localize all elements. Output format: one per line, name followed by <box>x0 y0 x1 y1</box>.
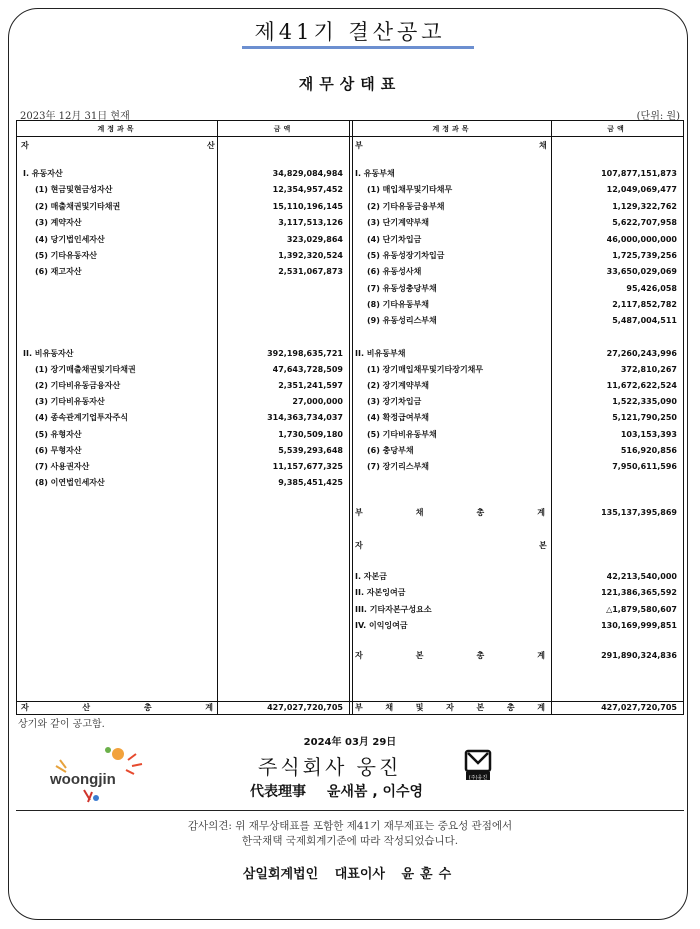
assets-section-right: 산 <box>207 141 215 150</box>
equity-item-label: III. 기타자본구성요소 <box>355 605 432 614</box>
liab-equity-total-label: 부 채 및 자 본 총 계 <box>355 703 545 712</box>
liability-item-label: (8) 기타유동부채 <box>367 300 430 309</box>
liability-item-label: (2) 장기계약부채 <box>367 381 430 390</box>
asset-item-label: (2) 매출채권및기타채권 <box>35 202 121 211</box>
liability-item-amount: 33,650,029,069 <box>606 267 677 276</box>
liability-item-amount: 2,117,852,782 <box>612 300 677 309</box>
asset-item-amount: 2,531,067,873 <box>278 267 343 276</box>
asset-item-label: (3) 계약자산 <box>35 218 82 227</box>
equity-section-left: 자 <box>355 541 363 550</box>
statement-title: 재무상태표 <box>298 75 402 93</box>
balance-sheet-table <box>16 120 684 715</box>
liab-equity-total-amount: 427,027,720,705 <box>601 703 677 712</box>
rep-names: 윤새봄 , 이수영 <box>326 784 424 800</box>
liability-item-amount: 1,129,322,762 <box>612 202 677 211</box>
liability-item-label: (4) 단기차입금 <box>367 235 422 244</box>
liability-item-amount: 12,049,069,477 <box>606 185 677 194</box>
company-seal <box>463 749 495 783</box>
equity-total-label: 자 본 총 계 <box>355 651 545 660</box>
logo-dot-orange-icon <box>112 748 124 760</box>
liabilities-section-left: 부 <box>355 141 363 150</box>
asset-item-label: (3) 기타비유동자산 <box>35 397 105 406</box>
company-name: 주식회사 웅진 <box>258 755 402 779</box>
audit-line-2: 한국채택 국제회계기준에 따라 작성되었습니다. <box>241 835 459 847</box>
totals-rule <box>17 701 683 702</box>
asset-item-label: I. 유동자산 <box>23 169 63 178</box>
logo-dot-green-icon <box>105 747 111 753</box>
auditor-name: 윤훈수 <box>401 867 458 882</box>
liability-item-label: (5) 유동성장기차입금 <box>367 251 445 260</box>
asset-item-label: (1) 현금및현금성자산 <box>35 185 113 194</box>
asset-item-amount: 1,392,320,524 <box>278 251 343 260</box>
liability-item-amount: 5,487,004,511 <box>612 316 677 325</box>
notice-title: 제41기 결산공고 <box>0 16 700 49</box>
asset-item-amount: 392,198,635,721 <box>267 349 343 358</box>
liability-item-amount: 11,672,622,524 <box>606 381 677 390</box>
auditor-title: 대표이사 <box>334 867 385 882</box>
liability-item-label: (3) 장기차입금 <box>367 397 422 406</box>
liability-item-label: (1) 매입채무및기타채무 <box>367 185 453 194</box>
asset-item-label: (5) 유형자산 <box>35 430 82 439</box>
liability-item-label: (6) 충당부채 <box>367 446 414 455</box>
asset-item-label: (6) 무형자산 <box>35 446 82 455</box>
asset-item-amount: 323,029,864 <box>286 235 343 244</box>
equity-item-amount: 130,169,999,851 <box>601 621 677 630</box>
liability-item-amount: 27,260,243,996 <box>606 349 677 358</box>
logo-spark-icon <box>126 754 142 774</box>
unit-label: (단위: 원) <box>636 111 680 122</box>
assets-total-amount: 427,027,720,705 <box>267 703 343 712</box>
liability-item-label: I. 유동부채 <box>355 169 395 178</box>
liabilities-total-label: 부 채 총 계 <box>355 508 545 517</box>
asset-item-amount: 2,351,241,597 <box>278 381 343 390</box>
header-account-right: 계정과목 <box>432 125 472 133</box>
liability-item-label: (7) 유동성충당부채 <box>367 284 437 293</box>
liabilities-total-amount: 135,137,395,869 <box>601 508 677 517</box>
equity-total-amount: 291,890,324,836 <box>601 651 677 660</box>
equity-item-amount: △1,879,580,607 <box>606 605 677 614</box>
liability-item-amount: 372,810,267 <box>620 365 677 374</box>
woongjin-logo <box>44 744 154 806</box>
as-of-date: 2023年 12月 31日 현재 <box>20 111 130 122</box>
announce-text: 상기와 같이 공고함. <box>18 719 105 730</box>
asset-item-amount: 3,117,513,126 <box>278 218 343 227</box>
liability-item-amount: 516,920,856 <box>620 446 677 455</box>
asset-item-label: (2) 기타비유동금융자산 <box>35 381 121 390</box>
header-amount-left: 금액 <box>273 125 294 133</box>
liability-item-amount: 5,622,707,958 <box>612 218 677 227</box>
auditor-signature <box>0 863 700 882</box>
asset-item-amount: 5,539,293,648 <box>278 446 343 455</box>
equity-item-label: II. 자본잉여금 <box>355 588 406 597</box>
divider <box>16 810 684 811</box>
title-underline <box>242 46 474 49</box>
asset-item-label: (4) 종속관계기업투자주식 <box>35 413 128 422</box>
asset-item-label: II. 비유동자산 <box>23 349 74 358</box>
equity-item-label: IV. 이익잉여금 <box>355 621 408 630</box>
liability-item-label: (5) 기타비유동부채 <box>367 430 437 439</box>
assets-total-label: 자 산 총 계 <box>21 703 213 712</box>
asset-item-amount: 27,000,000 <box>292 397 343 406</box>
liability-item-amount: 107,877,151,873 <box>601 169 677 178</box>
liability-item-amount: 5,121,790,250 <box>612 413 677 422</box>
equity-item-amount: 42,213,540,000 <box>606 572 677 581</box>
asset-item-amount: 12,354,957,452 <box>272 185 343 194</box>
rep-title: 代表理事 <box>250 784 306 800</box>
asset-item-label: (7) 사용권자산 <box>35 462 90 471</box>
auditor-firm: 삼일회계법인 <box>242 867 319 882</box>
asset-item-label: (8) 이연법인세자산 <box>35 478 105 487</box>
header-amount-right: 금액 <box>607 125 627 133</box>
representatives <box>250 781 439 801</box>
liability-item-label: (4) 확정급여부채 <box>367 413 430 422</box>
liability-item-label: (7) 장기리스부채 <box>367 462 430 471</box>
asset-item-amount: 15,110,196,145 <box>272 202 343 211</box>
header-account-left: 계정과목 <box>97 125 137 133</box>
svg-text:(주)웅진: (주)웅진 <box>468 775 488 781</box>
asset-item-label: (4) 당기법인세자산 <box>35 235 105 244</box>
asset-item-amount: 1,730,509,180 <box>278 430 343 439</box>
liability-item-amount: 95,426,058 <box>626 284 677 293</box>
liability-item-amount: 103,153,393 <box>620 430 677 439</box>
asset-item-amount: 47,643,728,509 <box>272 365 343 374</box>
liability-item-amount: 1,522,335,090 <box>612 397 677 406</box>
liability-item-label: (9) 유동성리스부채 <box>367 316 437 325</box>
asset-item-amount: 34,829,084,984 <box>272 169 343 178</box>
asset-item-amount: 314,363,734,037 <box>267 413 343 422</box>
asset-item-label: (1) 장기매출채권및기타채권 <box>35 365 136 374</box>
asset-item-label: (5) 기타유동자산 <box>35 251 98 260</box>
svg-text:woongjin: woongjin <box>50 771 116 788</box>
equity-section-right: 본 <box>539 541 547 550</box>
liability-item-amount: 1,725,739,256 <box>612 251 677 260</box>
liability-item-label: (6) 유동성사채 <box>367 267 422 276</box>
liability-item-label: (2) 기타유동금융부채 <box>367 202 445 211</box>
announce-date: 2024年 03月 29日 <box>303 737 397 748</box>
liability-item-label: (1) 장기매입채무및기타장기채무 <box>367 365 484 374</box>
liability-item-label: (3) 단기계약부채 <box>367 218 430 227</box>
liabilities-section-right: 채 <box>539 141 547 150</box>
asset-item-amount: 11,157,677,325 <box>272 462 343 471</box>
assets-section-left: 자 <box>21 141 29 150</box>
equity-item-amount: 121,386,365,592 <box>601 588 677 597</box>
liability-item-amount: 7,950,611,596 <box>612 462 677 471</box>
liability-item-label: II. 비유동부채 <box>355 349 406 358</box>
asset-item-label: (6) 재고자산 <box>35 267 82 276</box>
audit-line-1: 감사의견: 위 재무상태표를 포함한 제41기 재무제표는 중요성 관점에서 <box>187 820 513 832</box>
asset-item-amount: 9,385,451,425 <box>278 478 343 487</box>
equity-item-label: I. 자본금 <box>355 572 387 581</box>
liability-item-amount: 46,000,000,000 <box>606 235 677 244</box>
